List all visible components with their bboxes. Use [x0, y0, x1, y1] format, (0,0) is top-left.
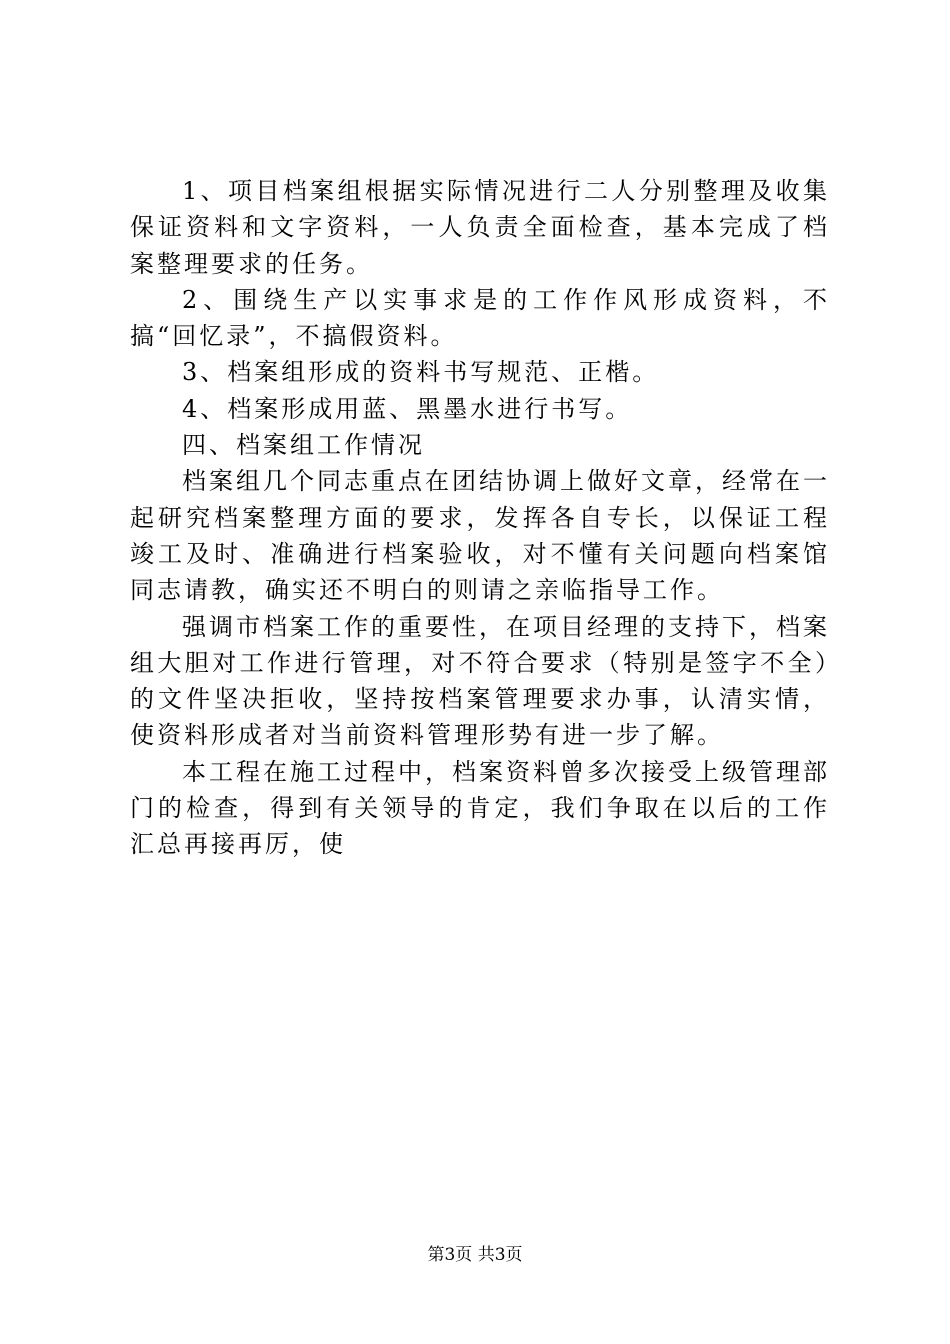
paragraph-item-2: 2、围绕生产以实事求是的工作作风形成资料，不搞“回忆录”，不搞假资料。	[130, 285, 830, 351]
paragraph-item-3: 3、档案组形成的资料书写规范、正楷。	[182, 358, 660, 387]
document-body	[130, 173, 830, 863]
page-number-footer: 第3页 共3页	[427, 1245, 523, 1265]
paragraph-importance: 强调市档案工作的重要性，在项目经理的支持下，档案组大胆对工作进行管理，对不符合要求（特别是签字不全）的文件坚决拒收，坚持按档案管理要求办事，认清实情，使资料形成者对当前资料管理形势有进一步了解。	[130, 612, 830, 750]
section-heading: 四、档案组工作情况	[182, 431, 425, 460]
paragraph-item-4: 4、档案形成用蓝、黑墨水进行书写。	[182, 394, 633, 423]
paragraph-team-work: 档案组几个同志重点在团结协调上做好文章，经常在一起研究档案整理方面的要求，发挥各自专长，以保证工程竣工及时、准确进行档案验收，对不懂有关问题向档案馆同志请教，确实还不明白的则请之亲临指导工作。	[130, 467, 830, 605]
paragraph-item-1: 1、项目档案组根据实际情况进行二人分别整理及收集保证资料和文字资料，一人负责全面检查，基本完成了档案整理要求的任务。	[130, 177, 830, 278]
paragraph-inspection: 本工程在施工过程中，档案资料曾多次接受上级管理部门的检查，得到有关领导的肯定，我们争取在以后的工作汇总再接再厉，使	[130, 757, 830, 859]
